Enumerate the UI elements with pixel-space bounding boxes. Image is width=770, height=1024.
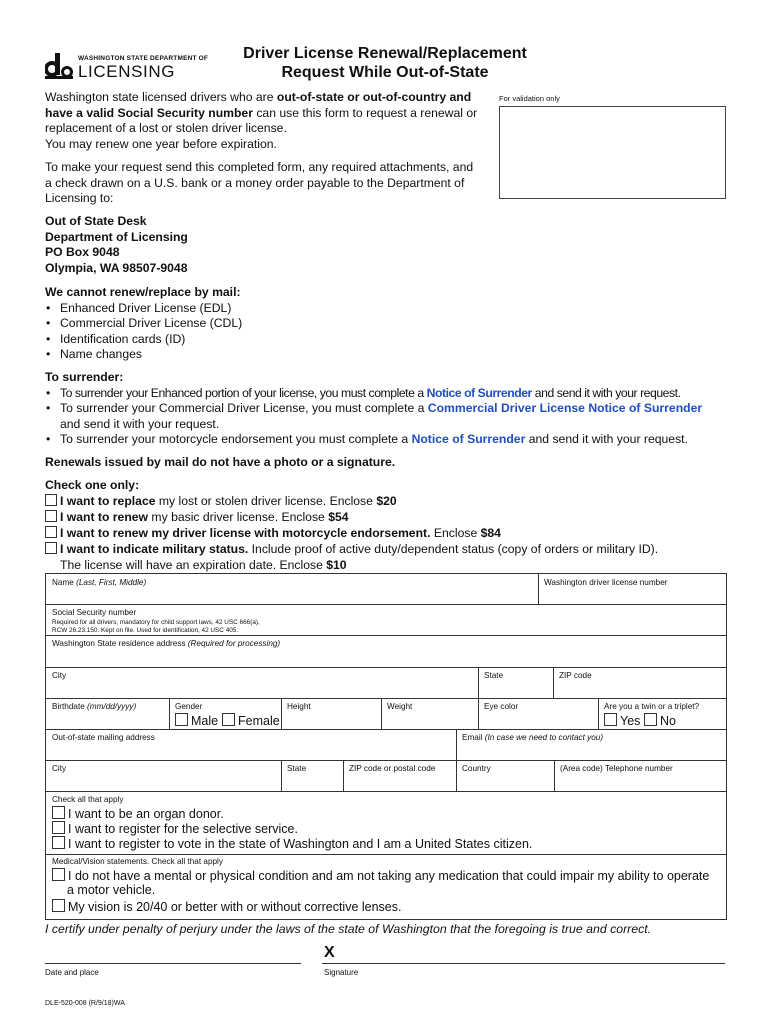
list-item: • Identification cards (ID) <box>45 332 242 348</box>
option-label: Yes <box>620 714 641 728</box>
address-line: Department of Licensing <box>45 229 188 244</box>
date-place-label: Date and place <box>45 968 99 977</box>
option-text: my basic driver license. Enclose <box>148 510 329 524</box>
option-renew-motorcycle[interactable] <box>45 525 501 541</box>
signature-label: Signature <box>324 968 359 977</box>
list-item <box>45 386 735 402</box>
surrender-text: and send it with your request. <box>531 385 681 400</box>
male-checkbox[interactable] <box>175 713 188 726</box>
list-item: • Enhanced Driver License (EDL) <box>45 301 242 317</box>
logo-agency-top: WASHINGTON STATE DEPARTMENT OF <box>78 55 209 62</box>
medical-condition-checkbox[interactable] <box>52 868 65 881</box>
option-fee: $20 <box>376 494 397 508</box>
surrender-section <box>45 370 735 448</box>
field-hint: (mm/dd/yyyy) <box>87 702 137 711</box>
title-line-2: Request While Out-of-State <box>281 64 489 81</box>
organ-donor-option[interactable] <box>52 806 224 821</box>
twin-label: Are you a twin or a triplet? <box>604 702 700 711</box>
email-field[interactable] <box>462 733 603 742</box>
option-text: Enclose <box>430 526 481 540</box>
option-label: Male <box>191 714 219 728</box>
field-hint: (Last, First, Middle) <box>76 578 147 587</box>
address-line: Out of State Desk <box>45 214 147 228</box>
field-hint: (In case we need to contact you) <box>484 733 604 742</box>
gender-female-option[interactable] <box>222 713 280 728</box>
signature-line[interactable] <box>322 963 725 964</box>
surrender-text: and send it with your request. <box>525 432 688 446</box>
military-checkbox[interactable] <box>45 542 57 554</box>
yes-checkbox[interactable] <box>604 713 617 726</box>
wa-license-number-field[interactable]: Washington driver license number <box>544 578 668 587</box>
option-label: Female <box>238 714 280 728</box>
height-field[interactable]: Height <box>287 702 311 711</box>
intro-text-renew: You may renew one year before expiration. <box>45 136 277 151</box>
option-renew[interactable] <box>45 509 349 525</box>
option-label: I want to indicate military status. <box>60 542 249 556</box>
zip-field[interactable]: ZIP code <box>559 671 592 680</box>
postal-code-field[interactable]: ZIP code or postal code <box>349 764 436 773</box>
vision-checkbox[interactable] <box>52 899 65 912</box>
mailing-state-field[interactable]: State <box>287 764 307 773</box>
logo-agency-name: LICENSING <box>78 62 176 81</box>
send-instructions: To make your request send this completed form, any required attachments, and a check drawn on a U.S. bank or a money order payable to the Department of Licensing to: <box>45 160 474 205</box>
medical-condition-option[interactable] <box>52 868 709 883</box>
intro-paragraph <box>45 90 490 152</box>
weight-field[interactable]: Weight <box>387 702 413 711</box>
option-label: I want to be an organ donor. <box>68 807 224 821</box>
city-field[interactable]: City <box>52 671 67 680</box>
eye-color-field[interactable]: Eye color <box>484 702 519 711</box>
organ-donor-checkbox[interactable] <box>52 806 65 819</box>
validation-box <box>499 106 726 199</box>
intro-text-a: Washington state licensed drivers who are <box>45 90 277 104</box>
option-label: I want to renew my driver license with motorcycle endorsement. <box>60 526 431 540</box>
renew-motorcycle-checkbox[interactable] <box>45 526 57 538</box>
voter-registration-checkbox[interactable] <box>52 836 65 849</box>
telephone-field[interactable]: (Area code) Telephone number <box>560 764 673 773</box>
title-line-1: Driver License Renewal/Replacement <box>243 45 527 62</box>
birthdate-field[interactable] <box>52 702 136 711</box>
list-item <box>45 401 735 432</box>
ssn-field[interactable]: Social Security number <box>52 608 137 617</box>
gender-male-option[interactable] <box>175 713 218 728</box>
twin-no-option[interactable] <box>644 713 676 728</box>
surrender-text: To surrender your Commercial Driver License, you must complete a <box>60 401 428 415</box>
mailing-city-field[interactable]: City <box>52 764 67 773</box>
notice-of-surrender-link[interactable]: Notice of Surrender <box>426 385 532 400</box>
page-title <box>200 44 570 82</box>
mailing-address-field[interactable]: Out-of-state mailing address <box>52 733 155 742</box>
ssn-note-line: RCW 26.23.150. Kept on file. Used for identification, 42 USC 405. <box>52 627 239 634</box>
address-line: PO Box 9048 <box>45 245 120 259</box>
dol-logo <box>45 50 209 82</box>
medical-condition-continued: a motor vehicle. <box>67 883 156 897</box>
option-text: The license will have an expiration date. Enclose <box>60 558 327 572</box>
name-field[interactable] <box>52 578 146 587</box>
option-military[interactable] <box>45 541 658 573</box>
option-text: Include proof of active duty/dependent status (copy of orders or military ID). <box>248 542 659 556</box>
list-item: • Commercial Driver License (CDL) <box>45 316 242 332</box>
check-all-label: Check all that apply <box>52 795 124 804</box>
mailing-address-block <box>45 214 188 276</box>
motorcycle-notice-of-surrender-link[interactable]: Notice of Surrender <box>411 432 526 446</box>
surrender-heading: To surrender: <box>45 370 124 384</box>
vision-option[interactable] <box>52 899 401 914</box>
option-label: I do not have a mental or physical condition and am not taking any medication that could impair my ability to operate <box>68 869 710 883</box>
field-label: Email <box>462 733 485 742</box>
medical-statements-label: Medical/Vision statements. Check all that apply <box>52 857 223 866</box>
field-label: Name <box>52 578 77 587</box>
option-fee: $10 <box>326 558 347 572</box>
signature-x-mark: X <box>324 944 335 961</box>
option-label: My vision is 20/40 or better with or without corrective lenses. <box>68 900 402 914</box>
address-line: Olympia, WA 98507-9048 <box>45 260 188 275</box>
list-item <box>45 432 735 448</box>
dol-logo-mark-icon <box>45 53 73 79</box>
ssn-note <box>52 619 260 635</box>
replace-checkbox[interactable] <box>45 494 57 506</box>
applicant-form <box>45 573 727 920</box>
option-label: No <box>660 714 676 728</box>
option-label: I want to renew <box>60 510 149 524</box>
cannot-heading: We cannot renew/replace by mail: <box>45 285 241 299</box>
surrender-text: To surrender your Enhanced portion of your license, you must complete a <box>60 385 427 400</box>
certification-statement: I certify under penalty of perjury under the laws of the state of Washington that the foregoing is true and correct. <box>45 922 652 936</box>
field-hint: (Required for processing) <box>187 639 281 648</box>
option-text: my lost or stolen driver license. Enclose <box>155 494 377 508</box>
form-number: DLE-520-008 (R/9/18)WA <box>45 1000 125 1007</box>
state-field[interactable]: State <box>484 671 504 680</box>
country-field[interactable]: Country <box>462 764 491 773</box>
no-photo-notice: Renewals issued by mail do not have a photo or a signature. <box>45 455 396 469</box>
option-fee: $54 <box>328 510 349 524</box>
validation-label: For validation only <box>499 94 560 103</box>
option-replace[interactable] <box>45 493 397 509</box>
gender-label: Gender <box>175 702 203 711</box>
female-checkbox[interactable] <box>222 713 235 726</box>
option-label: I want to replace <box>60 494 156 508</box>
voter-registration-option[interactable] <box>52 836 532 851</box>
intro-text-c: can use this form to request a renewal or replacement of a lost or stolen driver license. <box>45 105 478 135</box>
no-checkbox[interactable] <box>644 713 657 726</box>
surrender-text: and send it with your request. <box>60 416 220 431</box>
cannot-renew-section <box>45 285 242 363</box>
option-label: I want to register to vote in the state of Washington and I am a United States citizen. <box>68 837 533 851</box>
field-label: Birthdate <box>52 702 88 711</box>
twin-yes-option[interactable] <box>604 713 640 728</box>
option-fee: $84 <box>480 526 501 540</box>
check-one-heading: Check one only: <box>45 478 140 492</box>
cdl-notice-of-surrender-link[interactable]: Commercial Driver License Notice of Surrender <box>427 401 703 415</box>
field-label: Washington State residence address <box>52 639 188 648</box>
option-label: I want to register for the selective service. <box>68 822 298 836</box>
intro-text-bold: out-of-state or out-of-country and have a valid Social Security number <box>45 90 472 120</box>
residence-address-field[interactable] <box>52 639 280 648</box>
ssn-note-line: Required for all drivers; mandatory for child support laws, 42 USC 666(a), <box>52 619 260 626</box>
selective-service-option[interactable] <box>52 821 298 836</box>
list-item: • Name changes <box>45 347 242 363</box>
selective-service-checkbox[interactable] <box>52 821 65 834</box>
surrender-text: To surrender your motorcycle endorsement you must complete a <box>60 432 412 446</box>
date-place-line[interactable] <box>45 963 301 964</box>
renew-checkbox[interactable] <box>45 510 57 522</box>
